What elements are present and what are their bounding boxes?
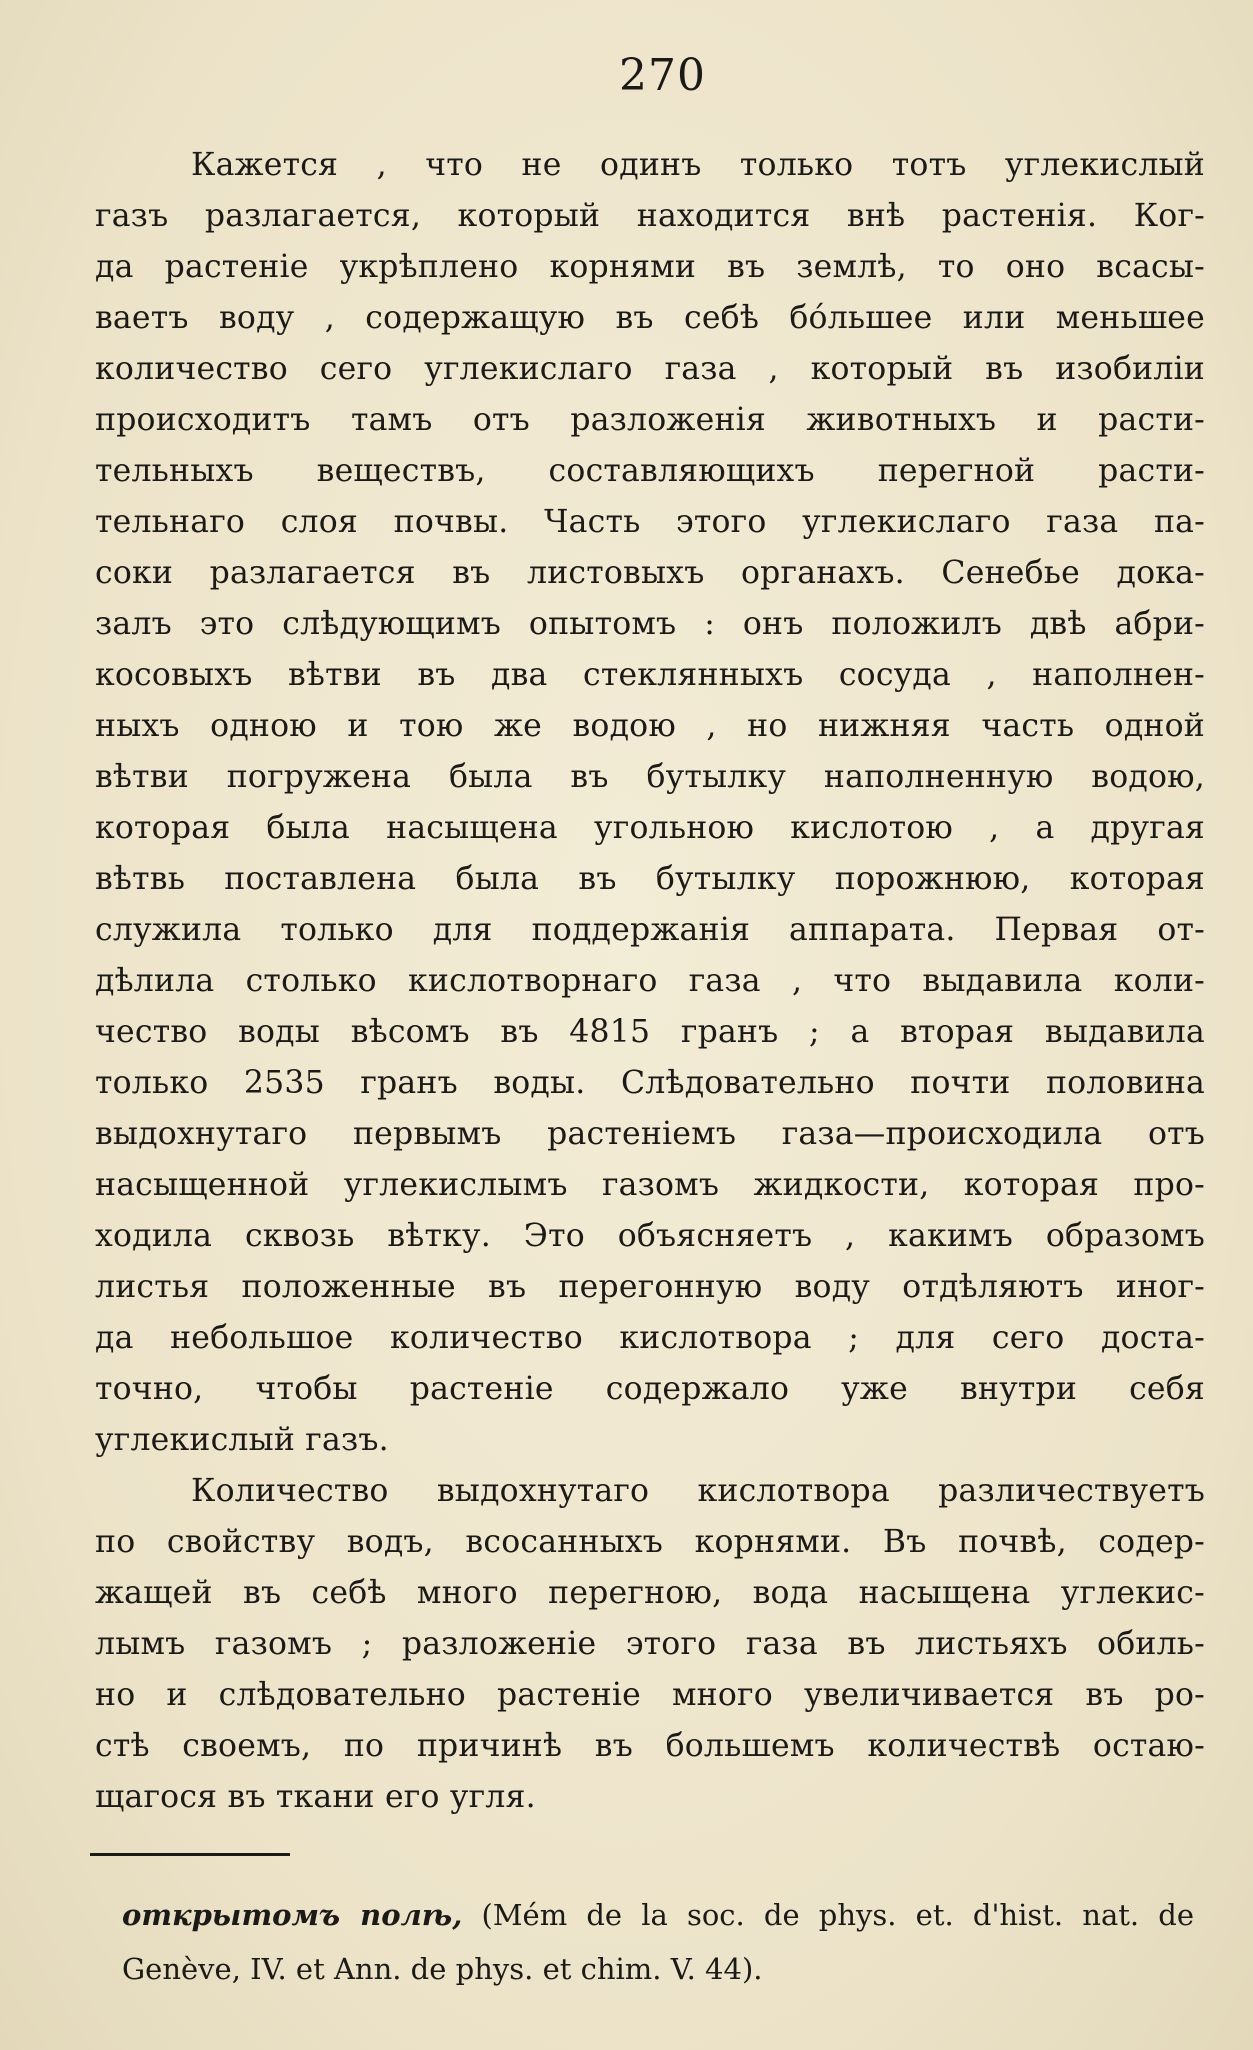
text-line: чество воды вѣсомъ въ 4815 гранъ ; а вторая выдавила	[95, 1014, 1205, 1050]
footnote	[122, 1888, 1194, 1996]
footnote-line	[122, 1888, 1194, 1942]
text-line: жащей въ себѣ много перегною, вода насыщена углекис-	[95, 1575, 1205, 1611]
text-line: насыщенной углекислымъ газомъ жидкости, которая про-	[95, 1167, 1205, 1203]
text-line: ходила сквозь вѣтку. Это объясняетъ , какимъ образомъ	[95, 1218, 1205, 1254]
text-line: косовыхъ вѣтви въ два стеклянныхъ сосуда , наполнен-	[95, 657, 1205, 693]
text-line: количество сего углекислаго газа , который въ изобиліи	[95, 351, 1205, 387]
footnote-italic-text: открытомъ полѣ,	[122, 1898, 463, 1932]
text-line: вѣтви погружена была въ бутылку наполненную водою,	[95, 759, 1205, 795]
text-line: ныхъ одною и тою же водою , но нижняя часть одной	[95, 708, 1205, 744]
text-line: только 2535 гранъ воды. Слѣдовательно почти половина	[95, 1065, 1205, 1101]
text-line: углекислый газъ.	[95, 1422, 389, 1458]
text-line: да растеніе укрѣплено корнями въ землѣ, то оно всасы-	[95, 249, 1205, 285]
text-line: да небольшое количество кислотвора ; для сего доста-	[95, 1320, 1205, 1356]
text-line: лымъ газомъ ; разложеніе этого газа въ листьяхъ обиль-	[95, 1626, 1205, 1662]
text-line: щагося въ ткани его угля.	[95, 1779, 536, 1815]
text-line: точно, чтобы растеніе содержало уже внутри себя	[95, 1371, 1205, 1407]
footnote-divider	[90, 1853, 290, 1856]
text-line: дѣлила столько кислотворнаго газа , что выдавила коли-	[95, 963, 1205, 999]
text-line: по свойству водъ, всосанныхъ корнями. Въ почвѣ, содер-	[95, 1524, 1205, 1560]
text-line: Количество выдохнутаго кислотвора различествуетъ	[191, 1473, 1205, 1509]
text-line: служила только для поддержанія аппарата. Первая от-	[95, 912, 1205, 948]
text-line: но и слѣдовательно растеніе много увеличивается въ ро-	[95, 1677, 1205, 1713]
text-line: происходитъ тамъ отъ разложенія животныхъ и расти-	[95, 402, 1205, 438]
text-line: которая была насыщена угольною кислотою , а другая	[95, 810, 1205, 846]
page-number: 270	[619, 50, 706, 101]
text-line: тельныхъ веществъ, составляющихъ перегной расти-	[95, 453, 1205, 489]
text-line: стѣ своемъ, по причинѣ въ большемъ количествѣ остаю-	[95, 1728, 1205, 1764]
text-line: соки разлагается въ листовыхъ органахъ. Сенебье дока-	[95, 555, 1205, 591]
footnote-line: Genève, IV. et Ann. de phys. et chim. V. 44).	[122, 1952, 763, 1986]
text-line: тельнаго слоя почвы. Часть этого углекислаго газа па-	[95, 504, 1205, 540]
text-line: газъ разлагается, который находится внѣ растенія. Ког-	[95, 198, 1205, 234]
text-line: Кажется , что не одинъ только тотъ углекислый	[191, 147, 1205, 183]
text-line: вѣтвь поставлена была въ бутылку порожнюю, которая	[95, 861, 1205, 897]
text-line: листья положенные въ перегонную воду отдѣляютъ иног-	[95, 1269, 1205, 1305]
text-line: ваетъ воду , содержащую въ себѣ бо́льшее или меньшее	[95, 300, 1205, 336]
text-line: выдохнутаго первымъ растеніемъ газа—происходила отъ	[95, 1116, 1205, 1152]
footnote-citation: (Mém de la soc. de phys. et. d'hist. nat. de	[481, 1898, 1195, 1932]
text-line: залъ это слѣдующимъ опытомъ : онъ положилъ двѣ абри-	[95, 606, 1205, 642]
body-text	[95, 140, 1205, 1823]
